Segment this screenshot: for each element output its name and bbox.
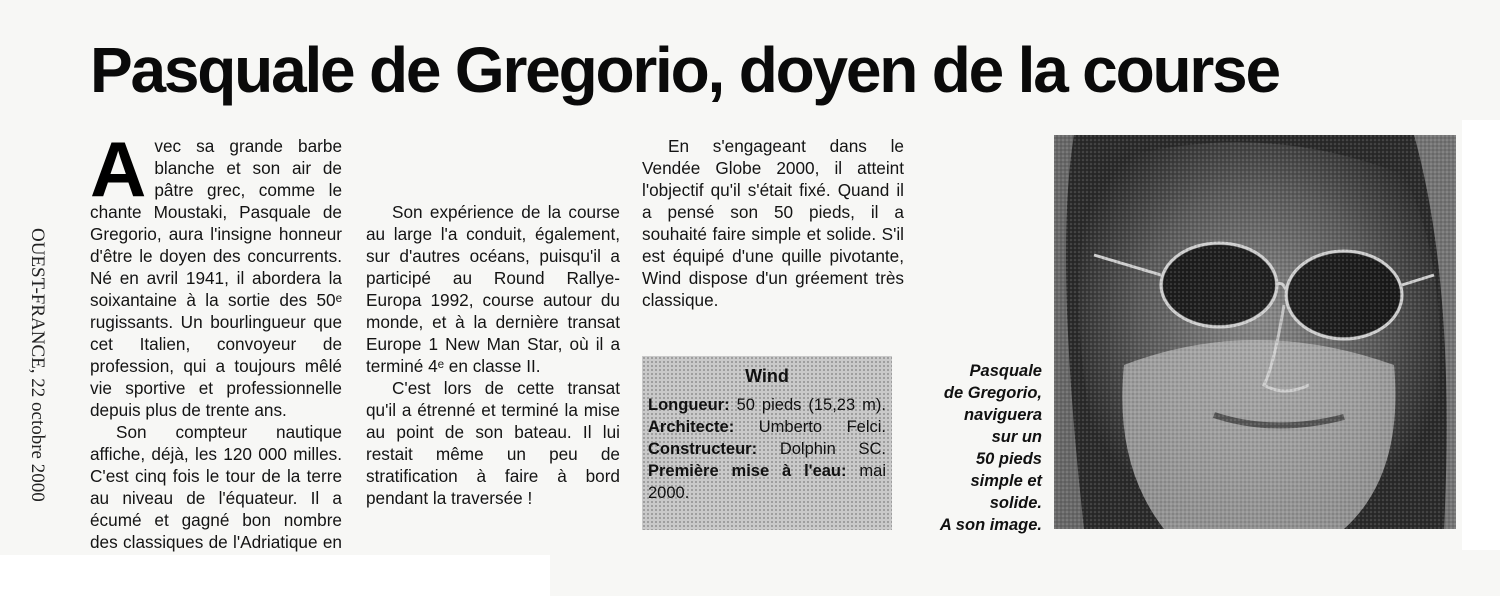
caption-line: naviguera	[964, 406, 1042, 424]
length-value: 50 pieds (15,23 m).	[736, 396, 886, 414]
architect-value: Umberto Felci.	[758, 418, 886, 436]
source-credit-text: OUEST-FRANCE, 22 octobre 2000	[27, 228, 48, 502]
caption-line: A son image.	[939, 516, 1042, 534]
boat-info-box	[642, 356, 892, 530]
launch-value: mai 2000.	[648, 462, 886, 502]
caption-line: sur un	[991, 428, 1042, 446]
portrait-illustration	[1054, 135, 1456, 529]
boat-info-title: Wind	[745, 366, 789, 386]
article-paragraph-2: Son compteur nautique affiche, déjà, les 120 000 milles. C'est cinq fois le tour de la terre au niveau de l'équateur. Il a écumé et gagné bon nombre des classiques de l'Adriatique en	[90, 422, 342, 552]
builder-label: Constructeur:	[648, 440, 758, 458]
article-paragraph-3: Son expérience de la course au large l'a conduit, également, sur d'autres océans, puisqu'il a participé au Round Rallye-Europa 1992, course autour du monde, et à la dernière transat Europe 1 New Man Star, où il a terminé 4ᵉ en classe II.	[366, 202, 620, 376]
page-margin	[0, 555, 550, 596]
source-credit	[28, 228, 68, 548]
article-column-2	[366, 135, 620, 509]
article-column-1	[90, 125, 342, 552]
page-margin	[1462, 120, 1500, 550]
caption-line: de Gregorio,	[943, 384, 1042, 402]
portrait-photo	[1054, 135, 1456, 529]
caption-line: 50 pieds	[975, 450, 1042, 468]
launch-label: Première mise à l'eau:	[648, 462, 847, 480]
article-paragraph-1	[90, 125, 342, 421]
boat-info-body	[648, 394, 886, 504]
photo-caption	[920, 360, 1042, 536]
article-column-3	[642, 135, 904, 311]
article-paragraph-1-text: vec sa grande barbe blanche et son air de pâtre grec, comme le chante Moustaki, Pasquale de Gregorio, aura l'insigne honneur d'être le doyen des concurrents. Né en avril 1941, il abordera la soixantaine à la sortie des 50ᵉ rugissants. Un bourlingueur que cet Italien, convoyeur de profession, qui a toujours mêlé vie sportive et professionnelle depuis plus de trente ans.	[90, 136, 342, 420]
caption-line: Pasquale	[969, 362, 1042, 380]
article-paragraph-5: En s'engageant dans le Vendée Globe 2000, il atteint l'objectif qu'il s'était fixé. Quand il a pensé son 50 pieds, il a souhaité faire simple et solide. S'il est équipé d'une quille pivotante, Wind dispose d'un gréement très classique.	[642, 136, 904, 310]
headline: Pasquale de Gregorio, doyen de la course	[90, 34, 1279, 106]
caption-line: solide.	[989, 494, 1042, 512]
article-paragraph-4: C'est lors de cette transat qu'il a étrenné et terminé la mise au point de son bateau. Il lui restait même un peu de stratification à faire à bord pendant la traversée !	[366, 378, 620, 508]
builder-value: Dolphin SC.	[779, 440, 886, 458]
length-label: Longueur:	[648, 396, 730, 414]
architect-label: Architecte:	[648, 418, 735, 436]
drop-cap: A	[90, 125, 147, 213]
caption-line: simple et	[970, 472, 1042, 490]
